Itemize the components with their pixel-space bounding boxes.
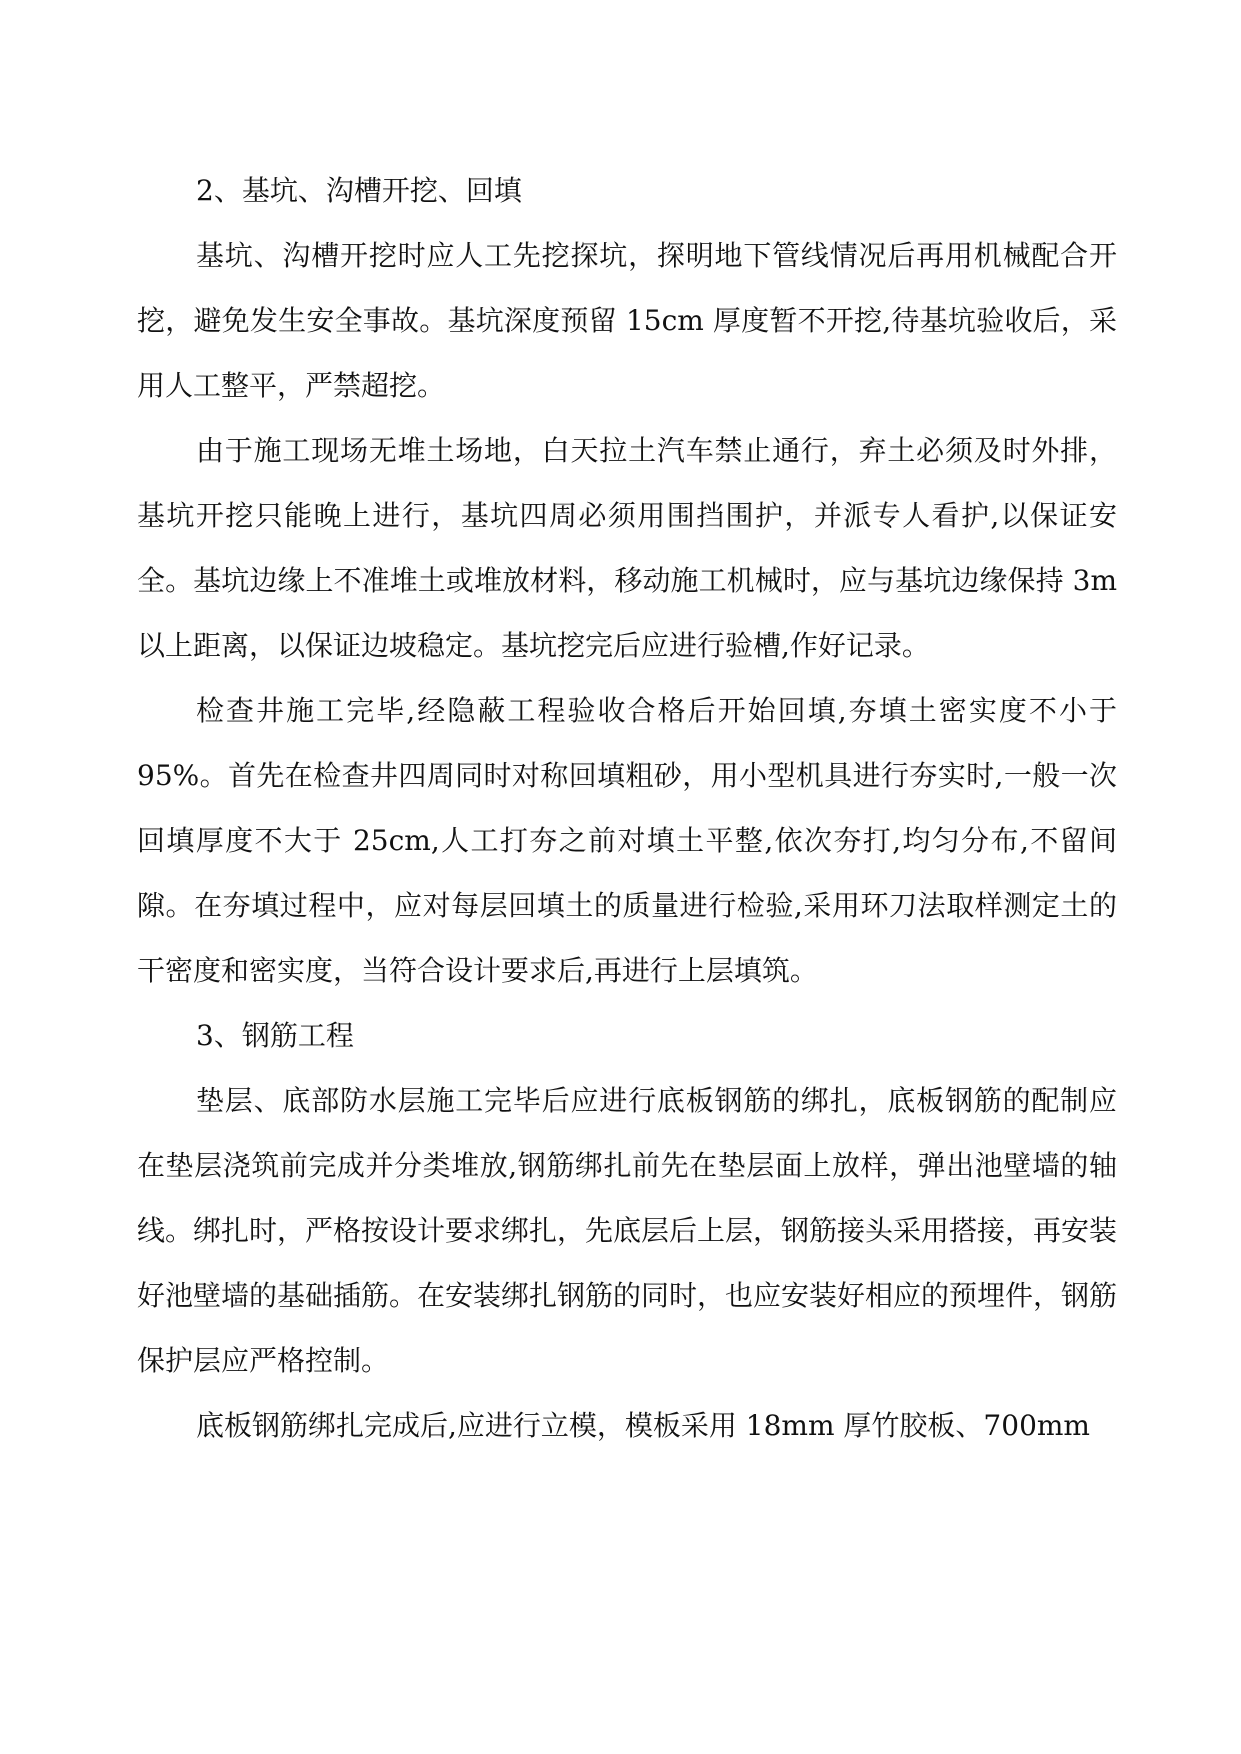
paragraph-formwork: 底板钢筋绑扎完成后,应进行立模，模板采用 18mm 厚竹胶板、700mm (196, 1409, 1090, 1442)
section-heading-excavation: 2、基坑、沟槽开挖、回填 (196, 174, 522, 207)
document-page (137, 158, 1117, 1458)
paragraph-excavation-safety: 由于施工现场无堆土场地，白天拉土汽车禁止通行，弃土必须及时外排，基坑开挖只能晚上进行，基坑四周必须用围挡围护，并派专人看护,以保证安全。基坑边缘上不准堆土或堆放材料，移动施工机械时，应与基坑边缘保持 3m 以上距离，以保证边坡稳定。基坑挖完后应进行验槽,作好记录。 (137, 434, 1117, 662)
paragraph-excavation-method: 基坑、沟槽开挖时应人工先挖探坑，探明地下管线情况后再用机械配合开挖，避免发生安全事故。基坑深度预留 15cm 厚度暂不开挖,待基坑验收后，采用人工整平，严禁超挖。 (137, 239, 1117, 402)
paragraph-backfill: 检查井施工完毕,经隐蔽工程验收合格后开始回填,夯填土密实度不小于 95%。首先在检查井四周同时对称回填粗砂，用小型机具进行夯实时,一般一次回填厚度不大于 25cm,人工打夯之前对填土平整,依次夯打,均匀分布,不留间隙。在夯填过程中，应对每层回填土的质量进行检验,采用环刀法取样测定土的干密度和密实度，当符合设计要求后,再进行上层填筑。 (137, 694, 1117, 987)
paragraph-rebar-binding: 垫层、底部防水层施工完毕后应进行底板钢筋的绑扎，底板钢筋的配制应在垫层浇筑前完成并分类堆放,钢筋绑扎前先在垫层面上放样，弹出池壁墙的轴线。绑扎时，严格按设计要求绑扎，先底层后上层，钢筋接头采用搭接，再安装好池壁墙的基础插筋。在安装绑扎钢筋的同时，也应安装好相应的预埋件，钢筋保护层应严格控制。 (137, 1084, 1118, 1377)
section-heading-rebar: 3、钢筋工程 (196, 1019, 354, 1052)
